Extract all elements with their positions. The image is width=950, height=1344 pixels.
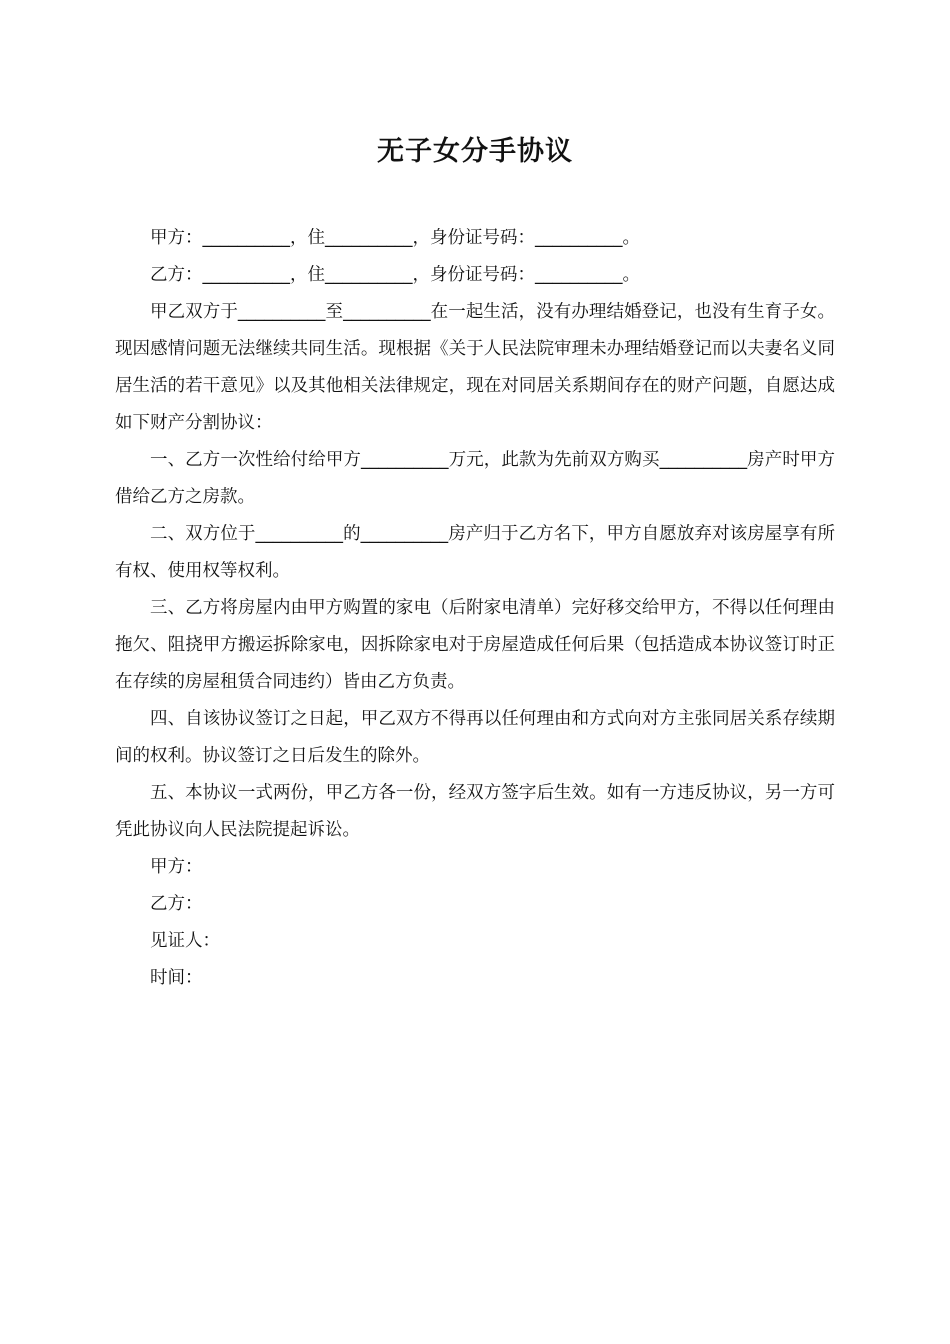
signature-witness: 见证人： xyxy=(150,931,220,951)
preamble-paragraph: 甲乙双方于__________至__________在一起生活，没有办理结婚登记，也没有生育子女。现因感情问题无法继续共同生活。现根据《关于人民法院审理未办理结婚登记而以夫妻名义同居生活的若干意见》以及其他相关法律规定，现在对同居关系期间存在的财产问题，自愿达成如下财产分割协议： xyxy=(115,302,835,433)
signature-time: 时间： xyxy=(150,968,203,988)
document-title: 无子女分手协议 xyxy=(377,136,573,167)
party-a-info: 甲方：__________，住__________，身份证号码：__________。 xyxy=(150,228,640,248)
party-b-info: 乙方：__________，住__________，身份证号码：__________。 xyxy=(150,265,640,285)
clause-2: 二、双方位于__________的__________房产归于乙方名下，甲方自愿放弃对该房屋享有所有权、使用权等权利。 xyxy=(115,524,835,581)
signature-party-a: 甲方： xyxy=(150,857,203,877)
clause-5: 五、本协议一式两份，甲乙方各一份，经双方签字后生效。如有一方违反协议，另一方可凭此协议向人民法院提起诉讼。 xyxy=(115,783,835,840)
document-body xyxy=(115,220,835,997)
clause-3: 三、乙方将房屋内由甲方购置的家电（后附家电清单）完好移交给甲方，不得以任何理由拖欠、阻挠甲方搬运拆除家电，因拆除家电对于房屋造成任何后果（包括造成本协议签订时正在存续的房屋租赁合同违约）皆由乙方负责。 xyxy=(115,598,835,692)
clause-4: 四、自该协议签订之日起，甲乙双方不得再以任何理由和方式向对方主张同居关系存续期间的权利。协议签订之日后发生的除外。 xyxy=(115,709,835,766)
signature-party-b: 乙方： xyxy=(150,894,203,914)
clause-1: 一、乙方一次性给付给甲方__________万元，此款为先前双方购买__________房产时甲方借给乙方之房款。 xyxy=(115,450,835,507)
